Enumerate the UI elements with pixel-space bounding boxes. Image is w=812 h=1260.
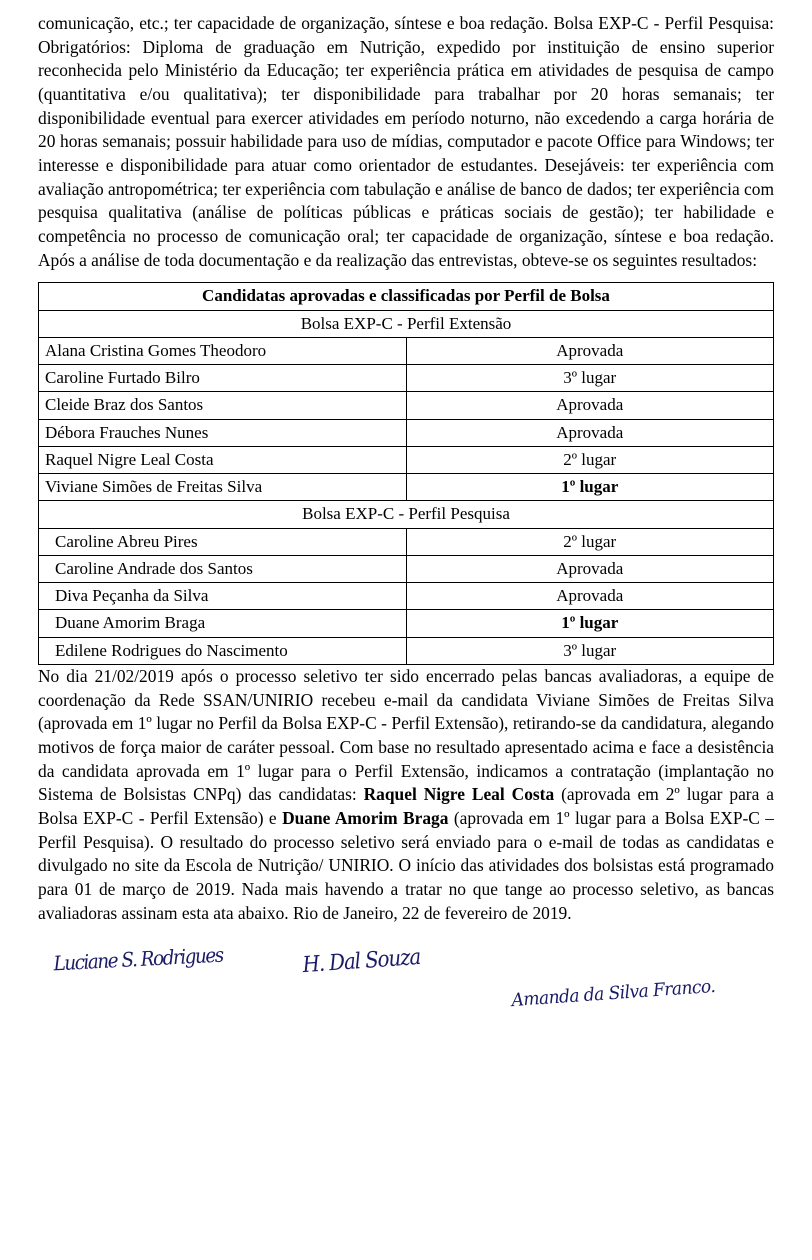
signature-area	[38, 941, 774, 1091]
candidate-name: Caroline Furtado Bilro	[39, 365, 407, 392]
candidate-status: Aprovada	[406, 337, 774, 364]
candidate-status: 1º lugar	[406, 474, 774, 501]
conclusion-part-a: No dia 21/02/2019 após o processo seletivo ter sido encerrado pelas bancas avaliadoras, a equipe de coordenação da Rede SSAN/UNIRIO recebeu e-mail da candidata Viviane Simões de Freitas Silva (aprovada em 1º lugar no Perfil da Bolsa EXP-C - Perfil Extensão), retirando-se da candidatura, alegando motivos de força maior de caráter pessoal. Com base no resultado apresentado acima e face a desistência da candidata aprovada em 1º lugar para o Perfil Extensão, indicamos a contratação (implantação no Sistema de Bolsistas CNPq) das candidatas:	[38, 665, 774, 805]
table-row	[39, 555, 774, 582]
table-row	[39, 365, 774, 392]
table-row	[39, 419, 774, 446]
section-heading-row	[39, 501, 774, 528]
table-title: Candidatas aprovadas e classificadas por Perfil de Bolsa	[39, 283, 774, 310]
signature-2: H. Dal Souza	[301, 945, 421, 979]
candidate-status: 3º lugar	[406, 365, 774, 392]
table-title-row	[39, 283, 774, 310]
candidate-status: Aprovada	[406, 419, 774, 446]
candidate-status: 2º lugar	[406, 446, 774, 473]
candidate-name: Viviane Simões de Freitas Silva	[39, 474, 407, 501]
candidate-status: Aprovada	[406, 392, 774, 419]
candidate-status: 2º lugar	[406, 528, 774, 555]
candidate-highlight-2: Duane Amorim Braga	[282, 807, 449, 828]
signature-1: Luciane S. Rodrigues	[52, 942, 224, 976]
candidate-name: Duane Amorim Braga	[39, 610, 407, 637]
conclusion-part-c: (aprovada em 1º lugar para a Bolsa EXP-C – Perfil Pesquisa). O resultado do processo seletivo será enviado para o e-mail de todas as candidatas e divulgado no site da Escola de Nutrição/ UNIRIO. O início das atividades dos bolsistas está programado para 01 de março de 2019. Nada mais havendo a tratar no que tange ao processo seletivo, as bancas avaliadoras assinam esta ata abaixo. Rio de Janeiro, 22 de fevereiro de 2019.	[38, 807, 775, 923]
candidate-name: Diva Peçanha da Silva	[39, 583, 407, 610]
candidate-status: 3º lugar	[406, 637, 774, 664]
candidate-status: 1º lugar	[406, 610, 774, 637]
table-row	[39, 446, 774, 473]
candidate-status: Aprovada	[406, 555, 774, 582]
paragraph-conclusion	[38, 665, 774, 925]
candidate-name: Raquel Nigre Leal Costa	[39, 446, 407, 473]
table-row	[39, 474, 774, 501]
candidate-name: Débora Frauches Nunes	[39, 419, 407, 446]
results-table	[38, 282, 774, 665]
section-heading-extensao: Bolsa EXP-C - Perfil Extensão	[39, 310, 774, 337]
table-row	[39, 583, 774, 610]
candidate-status: Aprovada	[406, 583, 774, 610]
spacer	[38, 272, 774, 282]
candidate-name: Caroline Andrade dos Santos	[39, 555, 407, 582]
paragraph-requirements: comunicação, etc.; ter capacidade de organização, síntese e boa redação. Bolsa EXP-C - Perfil Pesquisa: Obrigatórios: Diploma de graduação em Nutrição, expedido por instituição de ensino superior reconhecida pelo Ministério da Educação; ter experiência prática em atividades de pesquisa de campo (quantitativa e/ou qualitativa); ter disponibilidade para trabalhar por 20 horas semanais; ter disponibilidade eventual para exercer atividades em período noturno, não excedendo a carga horária de 20 horas semanais; possuir habilidade para uso de mídias, computador e pacote Office para Windows; ter interesse e disponibilidade para atuar como orientador de estudantes. Desejáveis: ter experiência com avaliação antropométrica; ter experiência com tabulação e análise de banco de dados; ter experiência com pesquisa qualitativa (análise de políticas públicas e práticas sociais de gestão); ter habilidade e competência no processo de comunicação oral; ter capacidade de organização, síntese e boa redação. Após a análise de toda documentação e da realização das entrevistas, obteve-se os seguintes resultados:	[38, 13, 774, 270]
candidate-name: Cleide Braz dos Santos	[39, 392, 407, 419]
results-table-body	[39, 283, 774, 665]
table-row	[39, 337, 774, 364]
section-heading-pesquisa: Bolsa EXP-C - Perfil Pesquisa	[39, 501, 774, 528]
candidate-highlight-1: Raquel Nigre Leal Costa	[363, 784, 555, 805]
conclusion-part-b: (aprovada em 2º lugar para a Bolsa EXP-C - Perfil Extensão) e	[38, 784, 774, 828]
section-heading-row	[39, 310, 774, 337]
table-row	[39, 392, 774, 419]
table-row	[39, 637, 774, 664]
signature-3: Amanda da Silva Franco.	[510, 976, 716, 1012]
table-row	[39, 610, 774, 637]
table-row	[39, 528, 774, 555]
candidate-name: Edilene Rodrigues do Nascimento	[39, 637, 407, 664]
candidate-name: Alana Cristina Gomes Theodoro	[39, 337, 407, 364]
candidate-name: Caroline Abreu Pires	[39, 528, 407, 555]
